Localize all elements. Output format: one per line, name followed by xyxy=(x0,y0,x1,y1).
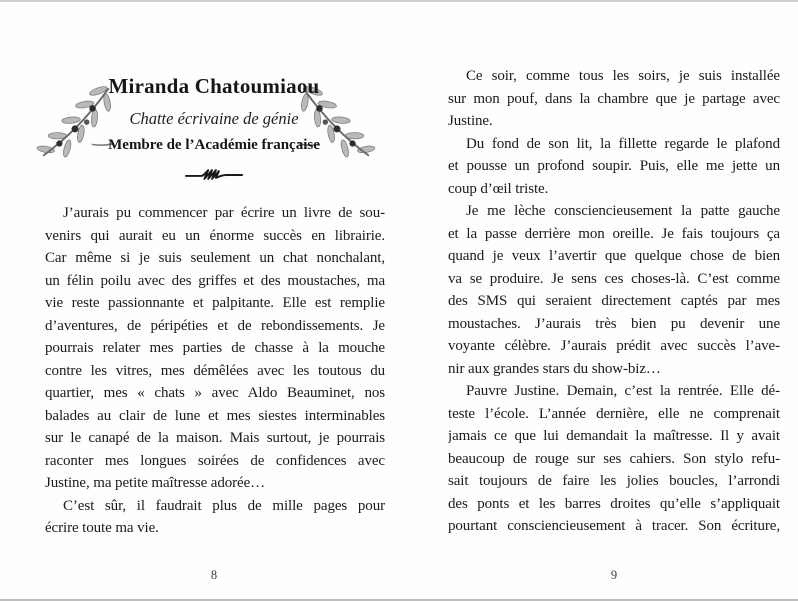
text-line: sait toujours de faire les jolies boucles, l’arrondi xyxy=(448,473,780,489)
text-line: teste l’école. L’année dernière, elle ne comprenait xyxy=(448,405,780,422)
text-line: pourrais relater mes parties de chasse à la mouche xyxy=(45,340,385,356)
text-line: balades au clair de lune et mes siestes interminables xyxy=(45,407,385,424)
text-line: raconter mes longues soirées de confidences avec xyxy=(45,452,385,469)
page-9-text xyxy=(448,65,780,538)
text-line: jamais ce que lui demandait la maîtresse. Il y avait xyxy=(448,428,780,444)
text-line: Je me lèche consciencieusement la patte gauche xyxy=(466,203,780,219)
text-line: C’est sûr, il faudrait plus de mille pages pour xyxy=(63,497,385,514)
text-line: Pauvre Justine. Demain, c’est la rentrée. Elle dé- xyxy=(466,383,780,399)
text-line: quartier, mes « chats » avec Aldo Beauminet, nos xyxy=(45,385,385,401)
text-line: Du fond de son lit, la fillette regarde le plafond xyxy=(466,135,780,152)
text-line: et pousse un profond soupir. Puis, elle me jette un xyxy=(448,158,780,174)
page-number-right: 9 xyxy=(610,568,618,582)
text-line: Justine. xyxy=(448,113,493,129)
text-line: pourtant consciencieusement à tracer. Son écriture, xyxy=(448,518,780,534)
text-line: vie reste passionnante et palpitante. Elle est remplie xyxy=(45,295,385,311)
author-subtitle: Chatte écrivaine de génie xyxy=(129,109,299,128)
text-line: va se produire. Je sens ces choses-là. C’est comme xyxy=(448,270,780,287)
text-line: des SMS qui seraient directement captés par mes xyxy=(448,293,780,309)
text-line: un félin poilu avec des griffes et des moustaches, ma xyxy=(45,272,385,289)
text-line: Ce soir, comme tous les soirs, je suis installée xyxy=(466,68,780,84)
text-line: Car même si je suis seulement un chat nonchalant, xyxy=(45,250,385,266)
author-name-title: Miranda Chatoumiaou xyxy=(108,74,320,98)
text-line: écrire toute ma vie. xyxy=(45,520,159,536)
text-line: venirs qui aurait eu un énorme succès en librairie. xyxy=(45,227,385,244)
page-right xyxy=(446,0,782,601)
text-line: sur mon pouf, dans la chambre que je partage avec xyxy=(448,90,780,107)
text-line: nir aux grandes stars du show-biz… xyxy=(448,360,661,377)
text-line: coup d’œil triste. xyxy=(448,180,549,197)
author-affiliation: Membre de l’Académie française xyxy=(108,137,320,153)
squiggle-divider-icon xyxy=(40,168,388,187)
text-line: sur le canapé de la maison. Mais surtout, je pourrais xyxy=(45,430,385,446)
page-number-left: 8 xyxy=(210,568,218,582)
text-line: quand je veux l’avertir que quelque chose de bien xyxy=(448,248,780,264)
text-line: Justine, ma petite maîtresse adorée… xyxy=(45,475,266,491)
text-line: beaucoup de rouge sur ses cahiers. Son stylo refu- xyxy=(448,450,780,467)
text-line: et la passe derrière mon oreille. Je fais toujours ça xyxy=(448,225,780,242)
text-line: des ponts et les barres droites qu’elle s’appliquait xyxy=(448,495,780,512)
page-8-text xyxy=(45,202,385,540)
text-line: voyante célèbre. J’aurais prédit avec succès l’ave- xyxy=(448,338,780,354)
text-line: J’aurais pu commencer par écrire un livre de sou- xyxy=(63,205,385,221)
page-left xyxy=(40,0,388,601)
text-line: d’aventures, de péripéties et de rebondissements. Je xyxy=(45,317,385,334)
text-line: contre les vitres, mes démêlées avec les toutous du xyxy=(45,362,385,379)
text-line: moustaches. J’aurais très bien pu devenir une xyxy=(448,315,780,332)
